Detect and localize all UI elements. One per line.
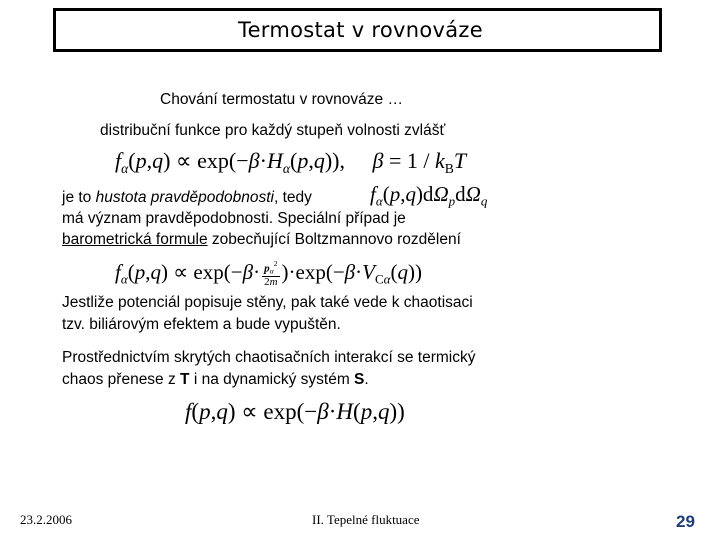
para1-line1: je to hustota pravděpodobnosti, tedy: [62, 189, 312, 206]
footer-date: 23.2.2006: [20, 512, 72, 527]
barometric-formula-link: barometrická formule: [62, 231, 208, 248]
slide-title: Termostat v rovnováze: [238, 18, 483, 42]
formula-probability: $f_\alpha(p,q)d\Omega_pd\Omega_q$: [370, 182, 488, 209]
para1-line2: má význam pravděpodobnosti. Speciální případ je: [62, 210, 406, 227]
para2-line2: tzv. biliárovým efektem a bude vypuštěn.: [62, 316, 341, 333]
formula-distribution: $f_\alpha(p,q) \propto \exp(-\beta\cdot H_\alpha(p,q))$, $\beta = 1 / k_BT$: [115, 148, 467, 176]
title-box: [53, 8, 662, 52]
page-number: 29: [676, 512, 695, 531]
para3-line2: chaos přenese z T i na dynamický systém S.: [62, 371, 369, 388]
para3-line1: Prostřednictvím skrytých chaotisačních interakcí se termický: [62, 349, 476, 366]
probability-density-term: hustota pravděpodobnosti: [95, 189, 274, 206]
para1-line3: barometrická formule zobecňující Boltzmannovo rozdělení: [62, 231, 461, 248]
para2-line1: Jestliže potenciál popisuje stěny, pak také vede k chaotisaci: [62, 294, 473, 311]
formula-system: f(p,q) ∝ exp(−β·H(p,q)): [185, 399, 405, 424]
slide-subtitle: Chování termostatu v rovnováze …: [160, 91, 403, 108]
footer-section: II. Tepelné fluktuace: [312, 512, 420, 527]
distribution-line: distribuční funkce pro každý stupeň volnosti zvlášť: [100, 122, 446, 139]
formula-barometric: $f_\alpha(p,q) \propto \exp(-\beta\cdot$ $\frac{p_\alpha^2}{2m}$ )$\cdot\exp(-\beta\cdot V_{C\alpha}(q))$: [115, 259, 422, 288]
